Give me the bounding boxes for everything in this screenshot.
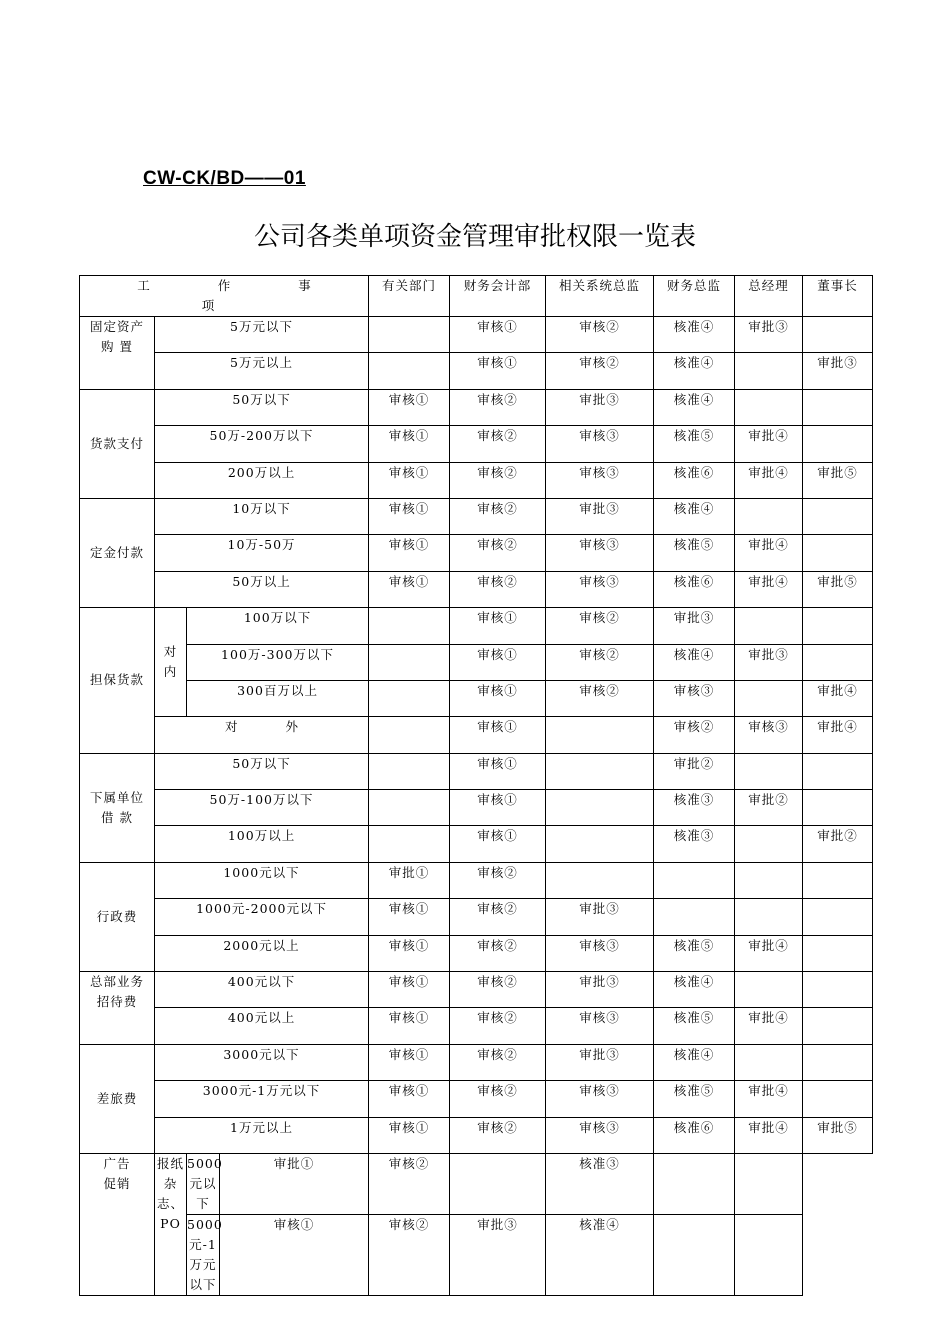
cell-cfo: 核准⑤ bbox=[654, 535, 735, 571]
cell-chair bbox=[803, 644, 873, 680]
cell-dept: 审核① bbox=[369, 462, 450, 498]
group-sub-loan bbox=[80, 753, 155, 862]
cell-gm bbox=[735, 826, 803, 862]
group-hq-entertainment bbox=[80, 972, 155, 1045]
group-label-line: 内 bbox=[163, 664, 178, 680]
cell-dept: 审核① bbox=[369, 1081, 450, 1117]
table-row bbox=[80, 608, 873, 644]
group-label-line: 志、PO bbox=[156, 1195, 184, 1231]
cell-gm: 审批④ bbox=[735, 535, 803, 571]
cell-acct: 审核② bbox=[450, 1081, 546, 1117]
cell-sys: 审核③ bbox=[546, 535, 654, 571]
cell-dept: 审核① bbox=[369, 1117, 450, 1153]
item-cell: 3000元以下 bbox=[155, 1044, 369, 1080]
table-row bbox=[80, 1117, 873, 1153]
cell-acct: 审核② bbox=[450, 1044, 546, 1080]
document-code: CW-CK/BD——01 bbox=[143, 168, 306, 189]
header-row bbox=[80, 276, 873, 317]
cell-chair bbox=[803, 1081, 873, 1117]
table-row bbox=[80, 826, 873, 862]
item-cell: 1万元以上 bbox=[155, 1117, 369, 1153]
cell-chair bbox=[803, 426, 873, 462]
cell-sys: 审批③ bbox=[450, 1214, 546, 1295]
cell-gm: 审批④ bbox=[735, 462, 803, 498]
cell-sys bbox=[546, 753, 654, 789]
cell-sys: 审核③ bbox=[546, 1117, 654, 1153]
cell-dept: 审核① bbox=[369, 535, 450, 571]
table-row bbox=[80, 389, 873, 425]
cell-sys: 审核② bbox=[546, 680, 654, 716]
cell-chair bbox=[803, 608, 873, 644]
item-cell: 50万以下 bbox=[155, 753, 369, 789]
item-cell: 3000元-1万元以下 bbox=[155, 1081, 369, 1117]
cell-gm bbox=[735, 353, 803, 389]
cell-sys: 审核③ bbox=[546, 1081, 654, 1117]
item-cell: 2000元以上 bbox=[155, 935, 369, 971]
item-cell: 5000元以下 bbox=[187, 1153, 220, 1214]
cell-sys: 审批③ bbox=[546, 1044, 654, 1080]
cell-cfo: 核准⑥ bbox=[654, 571, 735, 607]
group-fixed-asset bbox=[80, 317, 155, 390]
cell-acct: 审核② bbox=[450, 972, 546, 1008]
table-row bbox=[80, 317, 873, 353]
cell-gm: 审批④ bbox=[735, 1008, 803, 1044]
cell-acct: 审核① bbox=[450, 680, 546, 716]
cell-cfo: 核准③ bbox=[546, 1153, 654, 1214]
cell-cfo: 核准④ bbox=[654, 1044, 735, 1080]
table-row bbox=[80, 972, 873, 1008]
cell-gm: 审核③ bbox=[735, 717, 803, 753]
cell-acct: 审核② bbox=[450, 571, 546, 607]
table-row bbox=[80, 535, 873, 571]
cell-sys: 审批③ bbox=[546, 498, 654, 534]
cell-chair: 审批⑤ bbox=[803, 1117, 873, 1153]
cell-cfo: 核准④ bbox=[654, 353, 735, 389]
cell-gm bbox=[735, 899, 803, 935]
cell-cfo: 审批③ bbox=[654, 608, 735, 644]
table-row bbox=[80, 353, 873, 389]
cell-cfo: 核准③ bbox=[654, 826, 735, 862]
cell-sys: 审核③ bbox=[546, 426, 654, 462]
cell-acct: 审核② bbox=[450, 899, 546, 935]
cell-dept bbox=[369, 826, 450, 862]
cell-cfo: 核准④ bbox=[654, 972, 735, 1008]
cell-sys: 审核③ bbox=[546, 462, 654, 498]
cell-gm bbox=[654, 1153, 735, 1214]
cell-dept: 审核① bbox=[369, 935, 450, 971]
cell-cfo: 核准⑥ bbox=[654, 462, 735, 498]
cell-sys: 审核② bbox=[546, 317, 654, 353]
cell-dept bbox=[369, 680, 450, 716]
table-row bbox=[80, 717, 873, 753]
cell-cfo: 核准⑥ bbox=[654, 1117, 735, 1153]
table-row bbox=[80, 935, 873, 971]
cell-chair: 审批⑤ bbox=[803, 462, 873, 498]
cell-chair: 审批③ bbox=[803, 353, 873, 389]
cell-cfo: 核准④ bbox=[654, 644, 735, 680]
table-row bbox=[80, 1081, 873, 1117]
cell-cfo bbox=[654, 899, 735, 935]
item-cell: 100万以下 bbox=[187, 608, 369, 644]
cell-chair bbox=[735, 1153, 803, 1214]
cell-sys: 审核③ bbox=[546, 571, 654, 607]
cell-gm: 审批② bbox=[735, 790, 803, 826]
table-row bbox=[80, 571, 873, 607]
cell-dept: 审批① bbox=[369, 862, 450, 898]
cell-gm bbox=[735, 498, 803, 534]
cell-dept: 审核① bbox=[369, 571, 450, 607]
group-label-line: 对 bbox=[163, 644, 178, 660]
header-dept: 有关部门 bbox=[369, 276, 450, 317]
cell-gm bbox=[735, 608, 803, 644]
group-label-line: 广告 bbox=[103, 1155, 131, 1171]
cell-acct: 审核① bbox=[450, 644, 546, 680]
cell-chair bbox=[803, 498, 873, 534]
cell-cfo: 核准⑤ bbox=[654, 1081, 735, 1117]
header-sys: 相关系统总监 bbox=[546, 276, 654, 317]
cell-gm bbox=[735, 862, 803, 898]
group-admin: 行政费 bbox=[80, 862, 155, 971]
item-cell: 300百万以上 bbox=[187, 680, 369, 716]
cell-chair: 审批④ bbox=[803, 717, 873, 753]
item-cell: 100万以上 bbox=[155, 826, 369, 862]
cell-sys: 审核② bbox=[546, 353, 654, 389]
cell-chair bbox=[803, 1008, 873, 1044]
group-guarantee: 担保货款 bbox=[80, 608, 155, 754]
cell-dept bbox=[369, 317, 450, 353]
cell-cfo: 核准⑤ bbox=[654, 426, 735, 462]
cell-dept: 审核① bbox=[369, 1008, 450, 1044]
item-cell: 400元以上 bbox=[155, 1008, 369, 1044]
item-cell: 5000元-1万元以下 bbox=[187, 1214, 220, 1295]
cell-chair: 审批④ bbox=[803, 680, 873, 716]
item-cell: 1000元以下 bbox=[155, 862, 369, 898]
cell-acct: 审核② bbox=[450, 862, 546, 898]
table-row bbox=[80, 1153, 873, 1214]
cell-sys bbox=[546, 862, 654, 898]
item-cell: 5万元以下 bbox=[155, 317, 369, 353]
cell-cfo: 核准③ bbox=[654, 790, 735, 826]
cell-acct: 审核② bbox=[450, 1117, 546, 1153]
item-cell: 200万以上 bbox=[155, 462, 369, 498]
group-payment: 货款支付 bbox=[80, 389, 155, 498]
item-cell: 10万-50万 bbox=[155, 535, 369, 571]
table-row bbox=[80, 426, 873, 462]
cell-cfo: 核准⑤ bbox=[654, 1008, 735, 1044]
item-cell: 5万元以上 bbox=[155, 353, 369, 389]
cell-chair bbox=[803, 317, 873, 353]
cell-chair bbox=[803, 753, 873, 789]
table-row bbox=[80, 790, 873, 826]
header-gm: 总经理 bbox=[735, 276, 803, 317]
table-row bbox=[80, 462, 873, 498]
cell-dept bbox=[369, 753, 450, 789]
item-cell: 10万以下 bbox=[155, 498, 369, 534]
cell-gm: 审批④ bbox=[735, 571, 803, 607]
item-cell: 对 外 bbox=[155, 717, 369, 753]
group-label-line: 总部业务 bbox=[89, 974, 144, 990]
cell-sys: 审核② bbox=[546, 644, 654, 680]
cell-acct: 审核② bbox=[369, 1214, 450, 1295]
table-row bbox=[80, 498, 873, 534]
cell-acct: 审核① bbox=[450, 753, 546, 789]
cell-acct: 审核② bbox=[450, 389, 546, 425]
cell-chair bbox=[803, 935, 873, 971]
item-cell: 400元以下 bbox=[155, 972, 369, 1008]
cell-dept bbox=[369, 608, 450, 644]
cell-acct: 审核① bbox=[450, 608, 546, 644]
group-guarantee-internal bbox=[155, 608, 187, 717]
cell-acct: 审核② bbox=[450, 426, 546, 462]
cell-cfo: 核准④ bbox=[546, 1214, 654, 1295]
cell-sys: 审批③ bbox=[546, 972, 654, 1008]
cell-sys: 审核③ bbox=[546, 1008, 654, 1044]
cell-sys bbox=[546, 790, 654, 826]
group-label-line: 借 款 bbox=[101, 809, 133, 825]
table-row bbox=[80, 1214, 873, 1295]
cell-acct: 审核① bbox=[450, 353, 546, 389]
cell-gm bbox=[735, 389, 803, 425]
page-title: 公司各类单项资金管理审批权限一览表 bbox=[253, 222, 696, 252]
cell-acct: 审核② bbox=[450, 1008, 546, 1044]
cell-gm: 审批④ bbox=[735, 1081, 803, 1117]
cell-cfo: 核准④ bbox=[654, 389, 735, 425]
cell-cfo: 审核② bbox=[654, 717, 735, 753]
cell-gm: 审批③ bbox=[735, 317, 803, 353]
group-travel: 差旅费 bbox=[80, 1044, 155, 1153]
cell-acct: 审核① bbox=[450, 790, 546, 826]
cell-sys bbox=[546, 826, 654, 862]
cell-chair bbox=[803, 1044, 873, 1080]
item-cell: 50万以下 bbox=[155, 389, 369, 425]
cell-sys: 审批③ bbox=[546, 899, 654, 935]
cell-acct: 审核② bbox=[450, 462, 546, 498]
cell-sys bbox=[450, 1153, 546, 1214]
group-label-line: 招待费 bbox=[96, 994, 138, 1010]
group-deposit: 定金付款 bbox=[80, 498, 155, 607]
item-cell: 50万以上 bbox=[155, 571, 369, 607]
cell-sys: 审核③ bbox=[546, 935, 654, 971]
header-chair: 董事长 bbox=[803, 276, 873, 317]
cell-chair bbox=[803, 790, 873, 826]
cell-gm bbox=[735, 972, 803, 1008]
cell-chair bbox=[803, 972, 873, 1008]
cell-cfo: 核准④ bbox=[654, 498, 735, 534]
table-row bbox=[80, 1044, 873, 1080]
cell-gm: 审批④ bbox=[735, 426, 803, 462]
cell-cfo: 核准④ bbox=[654, 317, 735, 353]
cell-gm: 审批④ bbox=[735, 935, 803, 971]
cell-sys: 审核② bbox=[546, 608, 654, 644]
cell-dept: 审核① bbox=[369, 1044, 450, 1080]
table-row bbox=[80, 753, 873, 789]
group-label-line: 报纸杂 bbox=[156, 1155, 184, 1191]
cell-gm: 审批③ bbox=[735, 644, 803, 680]
group-advertising bbox=[80, 1153, 155, 1295]
table-row bbox=[80, 644, 873, 680]
table-row bbox=[80, 1008, 873, 1044]
header-cfo: 财务总监 bbox=[654, 276, 735, 317]
cell-gm bbox=[735, 1044, 803, 1080]
cell-cfo bbox=[654, 862, 735, 898]
table-row bbox=[80, 899, 873, 935]
cell-acct: 审核① bbox=[450, 826, 546, 862]
cell-sys bbox=[546, 717, 654, 753]
cell-acct: 审核① bbox=[450, 717, 546, 753]
cell-chair bbox=[803, 389, 873, 425]
header-acct: 财务会计部 bbox=[450, 276, 546, 317]
group-label-line: 下属单位 bbox=[89, 789, 144, 805]
table-row bbox=[80, 680, 873, 716]
cell-acct: 审核② bbox=[450, 535, 546, 571]
cell-dept bbox=[369, 717, 450, 753]
cell-chair bbox=[803, 535, 873, 571]
cell-acct: 审核② bbox=[369, 1153, 450, 1214]
cell-acct: 审核② bbox=[450, 935, 546, 971]
cell-chair bbox=[803, 862, 873, 898]
cell-dept: 审核① bbox=[369, 389, 450, 425]
cell-cfo: 审核③ bbox=[654, 680, 735, 716]
cell-chair: 审批⑤ bbox=[803, 571, 873, 607]
cell-dept: 审核① bbox=[369, 426, 450, 462]
item-cell: 50万-100万以下 bbox=[155, 790, 369, 826]
approval-table bbox=[79, 275, 873, 1296]
cell-dept bbox=[369, 353, 450, 389]
cell-dept bbox=[369, 790, 450, 826]
cell-chair: 审批② bbox=[803, 826, 873, 862]
cell-gm bbox=[735, 680, 803, 716]
cell-acct: 审核② bbox=[450, 498, 546, 534]
cell-dept: 审核① bbox=[220, 1214, 369, 1295]
header-item: 工 作 事 项 bbox=[80, 276, 369, 317]
cell-dept: 审批① bbox=[220, 1153, 369, 1214]
group-advertising-print bbox=[155, 1153, 187, 1295]
cell-cfo: 审批② bbox=[654, 753, 735, 789]
item-cell: 100万-300万以下 bbox=[187, 644, 369, 680]
cell-chair bbox=[735, 1214, 803, 1295]
cell-acct: 审核① bbox=[450, 317, 546, 353]
cell-chair bbox=[803, 899, 873, 935]
cell-dept bbox=[369, 644, 450, 680]
cell-cfo: 核准⑤ bbox=[654, 935, 735, 971]
cell-gm: 审批④ bbox=[735, 1117, 803, 1153]
cell-gm bbox=[735, 753, 803, 789]
cell-gm bbox=[654, 1214, 735, 1295]
group-label-line: 促销 bbox=[103, 1175, 131, 1191]
cell-dept: 审核① bbox=[369, 899, 450, 935]
group-label-line: 固定资产 bbox=[89, 319, 144, 334]
cell-dept: 审核① bbox=[369, 972, 450, 1008]
item-cell: 50万-200万以下 bbox=[155, 426, 369, 462]
table-row bbox=[80, 862, 873, 898]
item-cell: 1000元-2000元以下 bbox=[155, 899, 369, 935]
cell-dept: 审核① bbox=[369, 498, 450, 534]
group-label-line: 购 置 bbox=[101, 339, 133, 354]
cell-sys: 审批③ bbox=[546, 389, 654, 425]
